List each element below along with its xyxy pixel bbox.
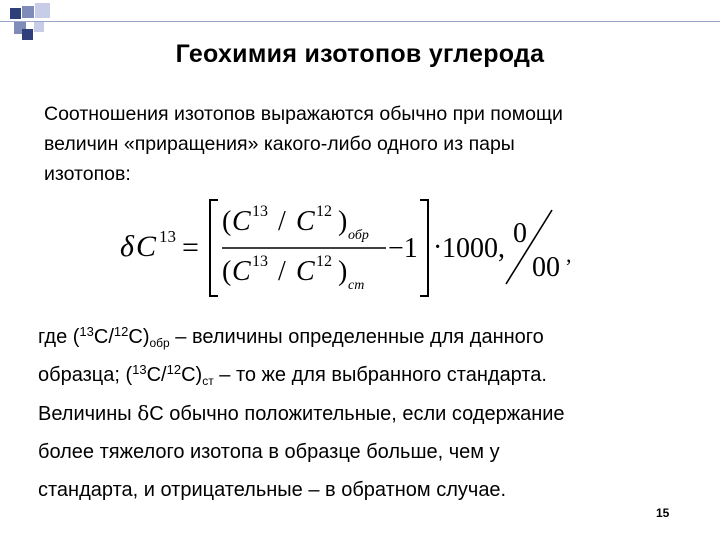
c-text: C xyxy=(93,326,109,348)
line-2-rest: – то же для выбранного стандарта. xyxy=(213,364,547,386)
header-rule xyxy=(0,21,720,22)
denominator-close-paren: ) xyxy=(338,256,348,287)
denominator-sup-12: 12 xyxy=(316,253,332,270)
formula-delta: δ xyxy=(120,230,134,263)
formula-graphic xyxy=(118,196,598,300)
denominator-open-paren: ( xyxy=(222,256,232,287)
permil-top-zero: 0 xyxy=(513,218,527,249)
numerator-c13: C xyxy=(232,206,251,237)
formula-c: C xyxy=(136,230,157,263)
c-text: C xyxy=(181,364,196,386)
line-1-rest: – величины определенные для данного xyxy=(169,326,544,348)
intro-line-1: Соотношения изотопов выражаются обычно при помощи xyxy=(44,103,563,125)
body-line-2 xyxy=(38,356,708,394)
corner-square-mid xyxy=(22,6,34,18)
sup-12: 12 xyxy=(166,362,182,377)
formula-equals: = xyxy=(182,231,199,264)
intro-line-2: величин «приращения» какого-либо одного из пары xyxy=(44,133,515,155)
line-3-start: Величины xyxy=(38,403,138,425)
line-3-rest: C обычно положительные, если содержание xyxy=(149,403,565,425)
numerator-open-paren: ( xyxy=(222,206,232,237)
sup-13: 13 xyxy=(132,362,147,377)
line-2-start: образца; ( xyxy=(38,364,133,386)
c-text: C xyxy=(128,326,143,348)
numerator-sup-13: 13 xyxy=(252,203,268,220)
where-text: где ( xyxy=(38,326,80,348)
denominator-c13: C xyxy=(232,256,251,287)
numerator-sup-12: 12 xyxy=(316,203,332,220)
intro-line-3: изотопов: xyxy=(44,163,131,185)
intro-paragraph xyxy=(44,99,704,189)
right-bracket xyxy=(420,200,428,296)
sub-standard: ст xyxy=(202,374,214,388)
corner-square-light xyxy=(35,3,50,18)
formula-trailing-comma: , xyxy=(566,242,572,267)
multiply-dot: · xyxy=(433,232,443,263)
slash-text: / xyxy=(161,364,167,386)
delta-symbol: δ xyxy=(137,401,150,425)
close-paren-text: ) xyxy=(195,364,203,386)
body-line-1 xyxy=(38,318,708,356)
slash-text: / xyxy=(108,326,114,348)
permil-bottom-zeros: 00 xyxy=(532,252,560,283)
denominator-slash: / xyxy=(278,256,286,287)
body-line-3 xyxy=(38,394,708,433)
c-text: C xyxy=(146,364,162,386)
delta-formula xyxy=(118,196,598,305)
explanation-paragraph xyxy=(38,318,708,509)
corner-square-dark xyxy=(10,8,21,19)
slide-title: Геохимия изотопов углерода xyxy=(175,40,545,68)
formula-superscript-13: 13 xyxy=(159,227,176,246)
body-line-5: стандарта, и отрицательные – в обратном случае. xyxy=(38,479,507,501)
denominator-c12: C xyxy=(296,256,315,287)
numerator-c12: C xyxy=(296,206,315,237)
sup-12: 12 xyxy=(113,324,129,339)
sup-13: 13 xyxy=(79,324,94,339)
denominator-sub-standard: ст xyxy=(348,278,365,293)
corner-decoration xyxy=(0,0,60,44)
corner-square-dark-2 xyxy=(22,29,33,40)
minus-one: −1 xyxy=(388,233,418,264)
sub-sample: обр xyxy=(149,336,170,350)
factor-1000: 1000, xyxy=(442,233,505,264)
denominator-sup-13: 13 xyxy=(252,253,268,270)
body-line-4: более тяжелого изотопа в образце больше, чем у xyxy=(38,441,500,463)
page-number: 15 xyxy=(656,506,670,520)
numerator-sub-sample: обр xyxy=(348,228,369,243)
corner-square-light-2 xyxy=(34,22,44,32)
close-paren-text: ) xyxy=(142,326,150,348)
numerator-close-paren: ) xyxy=(338,206,348,237)
left-bracket xyxy=(210,200,218,296)
numerator-slash: / xyxy=(278,206,286,237)
